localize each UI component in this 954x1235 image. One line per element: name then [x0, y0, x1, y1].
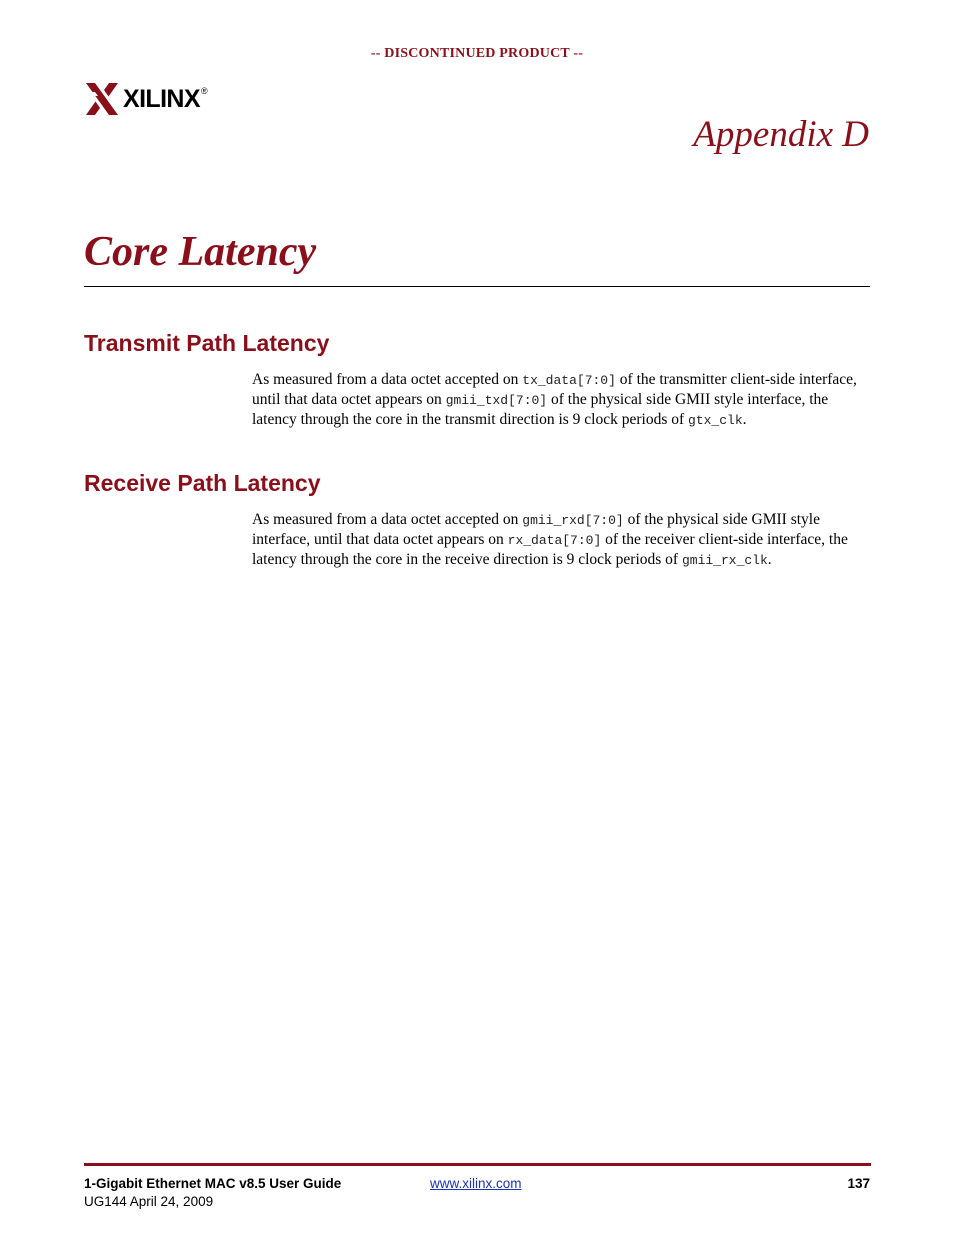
text-run: .	[742, 411, 747, 428]
footer-website-link[interactable]: www.xilinx.com	[430, 1176, 522, 1191]
signal-name: gmii_txd[7:0]	[445, 393, 548, 408]
text-run: of the physical side GMII style interface, the latency through the core in the transmit direction is 9 clock periods of	[252, 391, 829, 428]
footer-divider	[84, 1163, 871, 1166]
text-run: of the physical side GMII style interface, until that data octet appears on	[252, 511, 820, 548]
logo-wordmark: XILINX	[123, 85, 200, 113]
text-run: of the receiver client-side interface, the latency through the core in the receive direction is 9 clock periods of	[252, 531, 848, 568]
signal-name: gmii_rx_clk	[681, 553, 768, 568]
xilinx-logo-icon	[84, 81, 120, 117]
page-number: 137	[847, 1176, 870, 1191]
footer-doc-id: UG144 April 24, 2009	[84, 1194, 214, 1209]
page-title: Core Latency	[84, 229, 317, 275]
registered-mark: ®	[200, 86, 208, 96]
text-run: .	[767, 551, 772, 568]
signal-name: gtx_clk	[688, 413, 743, 428]
section-paragraph-receive	[252, 510, 870, 570]
signal-name: rx_data[7:0]	[507, 533, 602, 548]
signal-name: gmii_rxd[7:0]	[522, 513, 624, 528]
title-divider	[84, 286, 870, 287]
footer-guide-title: 1-Gigabit Ethernet MAC v8.5 User Guide	[84, 1176, 342, 1191]
discontinued-banner: -- DISCONTINUED PRODUCT --	[370, 46, 584, 61]
text-run: of the transmitter client-side interface, until that data octet appears on	[252, 371, 857, 408]
section-heading-receive: Receive Path Latency	[84, 470, 321, 496]
xilinx-logo	[84, 80, 208, 118]
section-paragraph-transmit	[252, 370, 870, 430]
section-heading-transmit: Transmit Path Latency	[84, 330, 330, 356]
signal-name: tx_data[7:0]	[522, 373, 616, 388]
appendix-label: Appendix D	[693, 114, 869, 155]
text-run: As measured from a data octet accepted on	[252, 371, 523, 388]
text-run: As measured from a data octet accepted on	[252, 511, 523, 528]
